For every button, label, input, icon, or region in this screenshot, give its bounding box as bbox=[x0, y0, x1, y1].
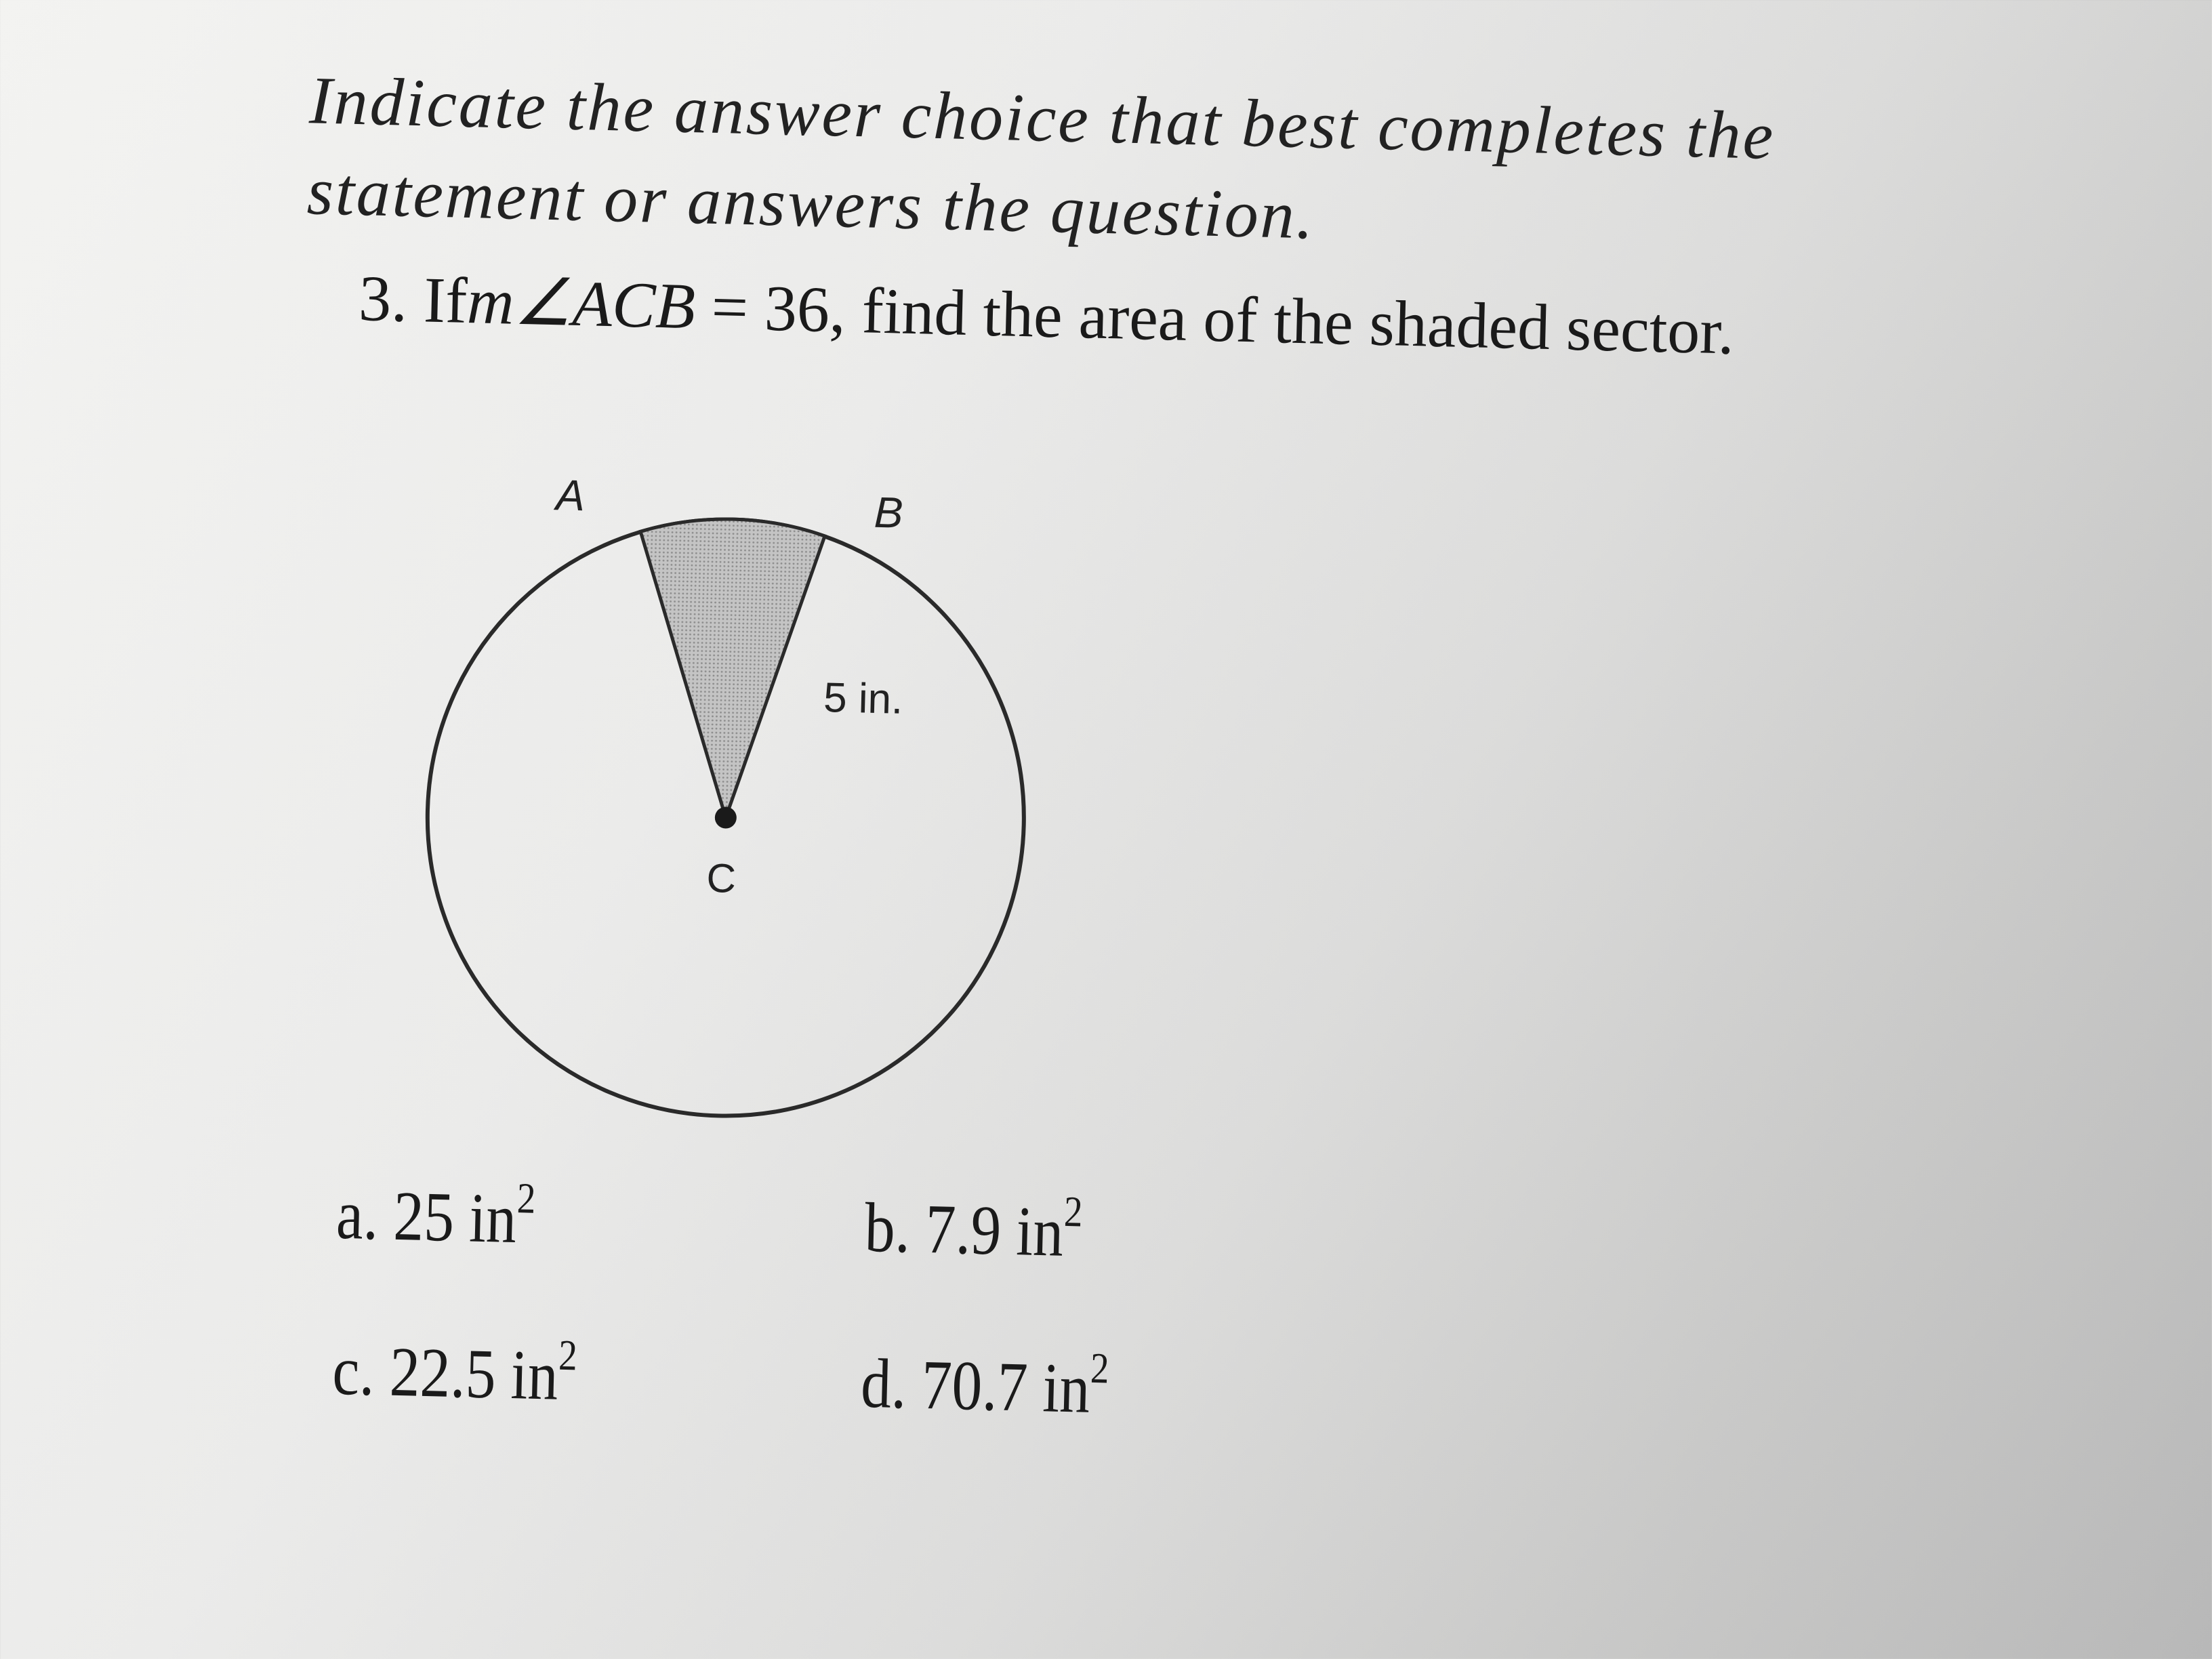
choice-b-letter: b. bbox=[863, 1188, 912, 1268]
instructions-line-2: statement or answers the question. bbox=[306, 153, 1317, 253]
choice-a-letter: a. bbox=[335, 1175, 380, 1255]
choice-c[interactable] bbox=[331, 1330, 577, 1417]
choice-c-exponent: 2 bbox=[558, 1330, 578, 1380]
choice-d-value: 70.7 in bbox=[920, 1345, 1091, 1428]
label-c: C bbox=[705, 855, 737, 901]
choice-a[interactable] bbox=[335, 1174, 536, 1260]
angle-expression: m∠ACB bbox=[466, 264, 697, 343]
label-b: B bbox=[874, 487, 904, 537]
choice-d-exponent: 2 bbox=[1090, 1343, 1110, 1393]
question-text: find the area of the shaded sector. bbox=[861, 274, 1736, 368]
choice-a-exponent: 2 bbox=[516, 1174, 537, 1223]
question-if: If bbox=[423, 263, 468, 337]
center-point bbox=[714, 806, 737, 829]
choice-c-letter: c. bbox=[331, 1331, 376, 1411]
choice-a-value: 25 in bbox=[392, 1176, 518, 1258]
question-3 bbox=[358, 260, 1735, 369]
instructions-line-1: Indicate the answer choice that best completes the bbox=[308, 62, 1776, 174]
choice-d-letter: d. bbox=[860, 1344, 907, 1424]
choice-b[interactable] bbox=[864, 1187, 1084, 1273]
question-equals: = 36, bbox=[710, 270, 847, 346]
question-number: 3. bbox=[358, 262, 409, 335]
choice-b-value: 7.9 in bbox=[924, 1189, 1065, 1271]
choice-d[interactable] bbox=[860, 1343, 1109, 1430]
circle-sector-figure bbox=[377, 450, 1141, 1214]
choice-b-exponent: 2 bbox=[1063, 1187, 1084, 1236]
instructions bbox=[306, 55, 2072, 279]
radius-label: 5 in. bbox=[823, 674, 904, 723]
shaded-sector bbox=[634, 517, 825, 820]
choice-c-value: 22.5 in bbox=[388, 1332, 559, 1415]
label-a: A bbox=[555, 470, 586, 520]
